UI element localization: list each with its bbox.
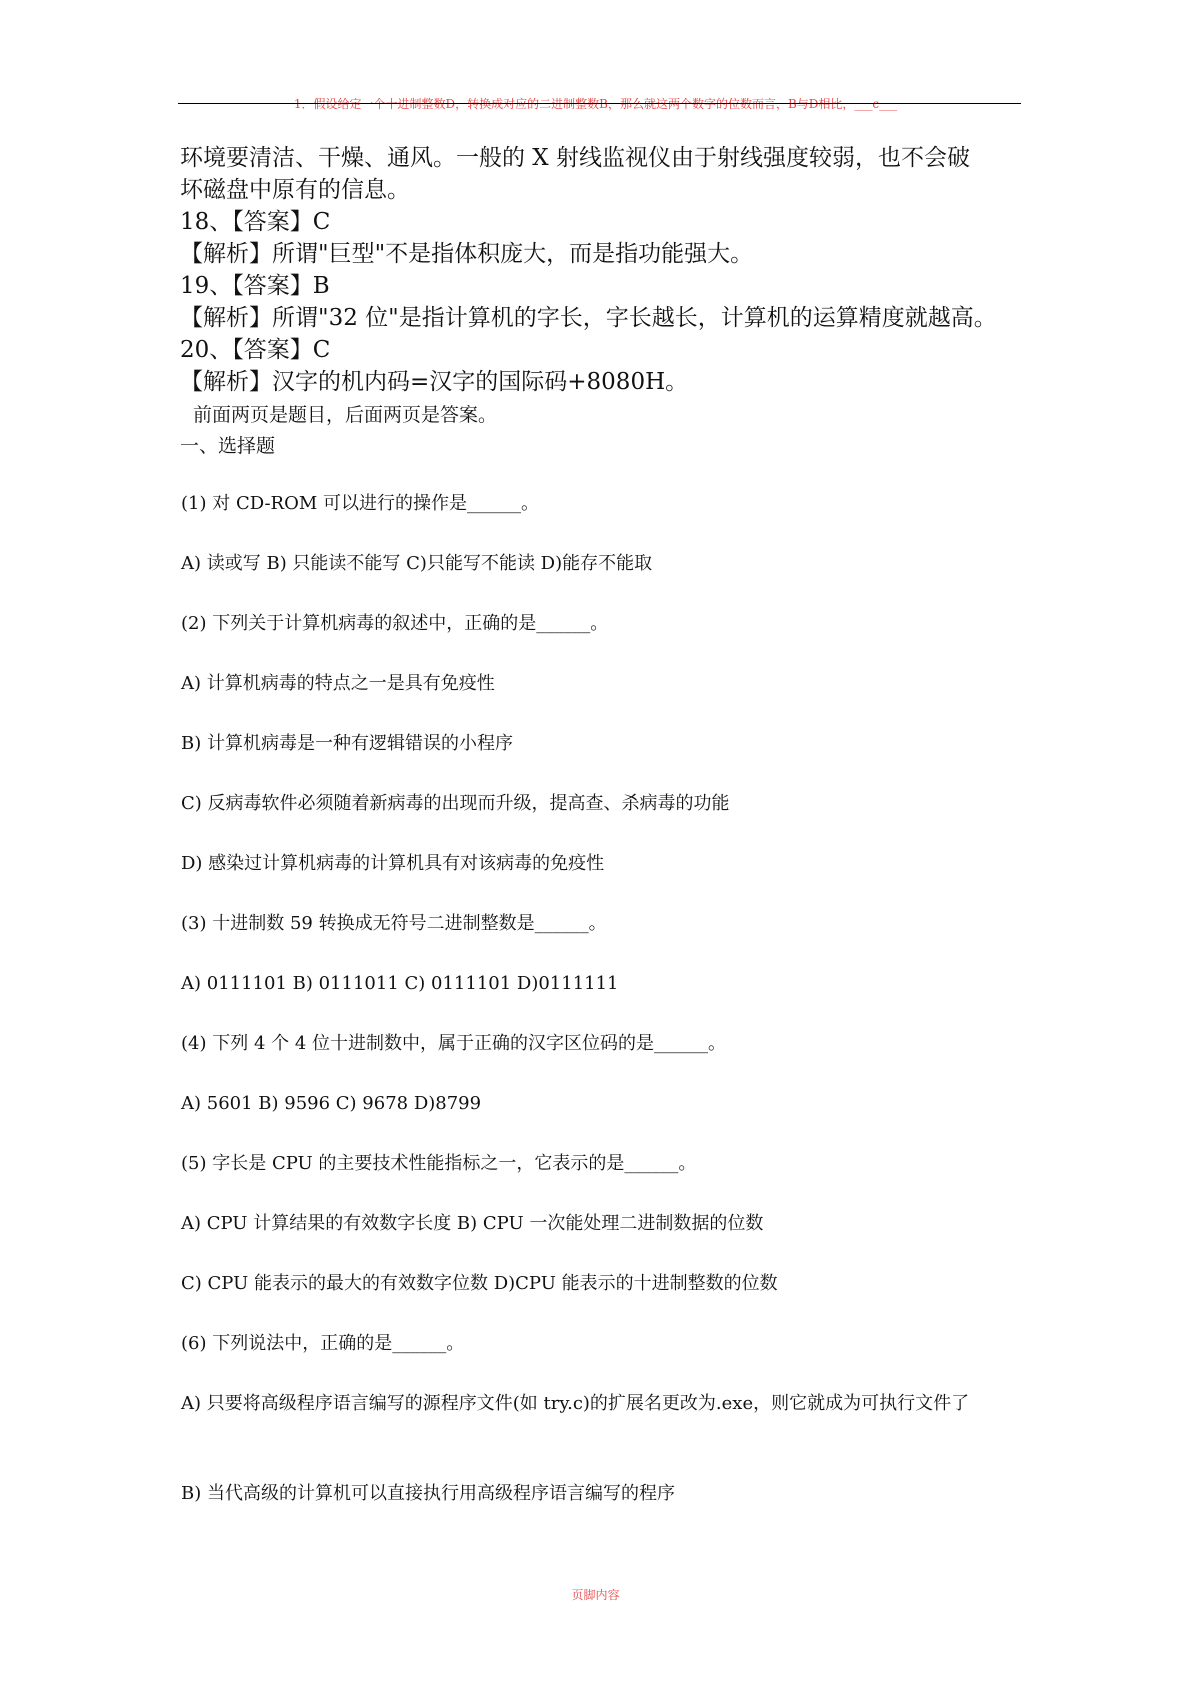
question-line: (2) 下列关于计算机病毒的叙述中，正确的是______。 bbox=[181, 613, 609, 634]
option-line: C) 反病毒软件必须随着新病毒的出现而升级，提高查、杀病毒的功能 bbox=[181, 793, 730, 814]
page-footer: 页脚内容 bbox=[571, 1588, 620, 1602]
option-line: A) 5601 B) 9596 C) 9678 D)8799 bbox=[181, 1093, 482, 1114]
answer-line: 18、【答案】C bbox=[180, 209, 331, 235]
option-line: A) 0111101 B) 0111011 C) 0111101 D)0111111 bbox=[181, 973, 619, 994]
answer-line: 【解析】所谓"巨型"不是指体积庞大，而是指功能强大。 bbox=[180, 241, 754, 267]
option-line: A) 读或写 B) 只能读不能写 C)只能写不能读 D)能存不能取 bbox=[181, 553, 653, 574]
question-line: (1) 对 CD-ROM 可以进行的操作是______。 bbox=[181, 493, 540, 514]
answer-line: 20、【答案】C bbox=[180, 337, 331, 363]
question-line: (6) 下列说法中，正确的是______。 bbox=[181, 1333, 465, 1354]
page-header: 1．假设给定一个十进制整数D，转换成对应的二进制整数B，那么就这两个数字的位数而言，B与D相比，___c___ bbox=[293, 97, 898, 111]
answer-line: 环境要清洁、干燥、通风。一般的 X 射线监视仪由于射线强度较弱，也不会破 bbox=[180, 145, 970, 171]
answer-line: 坏磁盘中原有的信息。 bbox=[180, 177, 410, 203]
section-title: 一、选择题 bbox=[180, 435, 276, 457]
option-line: B) 计算机病毒是一种有逻辑错误的小程序 bbox=[181, 733, 513, 754]
question-line: (4) 下列 4 个 4 位十进制数中，属于正确的汉字区位码的是______。 bbox=[181, 1033, 727, 1054]
answer-line: 19、【答案】B bbox=[180, 273, 330, 299]
header-rule bbox=[178, 103, 1021, 104]
answer-block bbox=[180, 142, 1040, 398]
question-line: (5) 字长是 CPU 的主要技术性能指标之一，它表示的是______。 bbox=[181, 1153, 697, 1174]
option-line: A) 只要将高级程序语言编写的源程序文件(如 try.c)的扩展名更改为.exe，则它就成为可执行文件了 bbox=[181, 1393, 970, 1414]
answer-line: 【解析】所谓"32 位"是指计算机的字长，字长越长，计算机的运算精度就越高。 bbox=[180, 305, 997, 331]
option-line: B) 当代高级的计算机可以直接执行用高级程序语言编写的程序 bbox=[181, 1483, 675, 1504]
question-line: (3) 十进制数 59 转换成无符号二进制整数是______。 bbox=[181, 913, 607, 934]
answer-line: 【解析】汉字的机内码=汉字的国际码+8080H。 bbox=[180, 369, 689, 395]
option-line: A) 计算机病毒的特点之一是具有免疫性 bbox=[181, 673, 495, 694]
option-line: D) 感染过计算机病毒的计算机具有对该病毒的免疫性 bbox=[181, 853, 605, 874]
note-text: 前面两页是题目，后面两页是答案。 bbox=[193, 404, 498, 426]
option-line: C) CPU 能表示的最大的有效数字位数 D)CPU 能表示的十进制整数的位数 bbox=[181, 1273, 778, 1294]
option-line: A) CPU 计算结果的有效数字长度 B) CPU 一次能处理二进制数据的位数 bbox=[181, 1213, 764, 1234]
